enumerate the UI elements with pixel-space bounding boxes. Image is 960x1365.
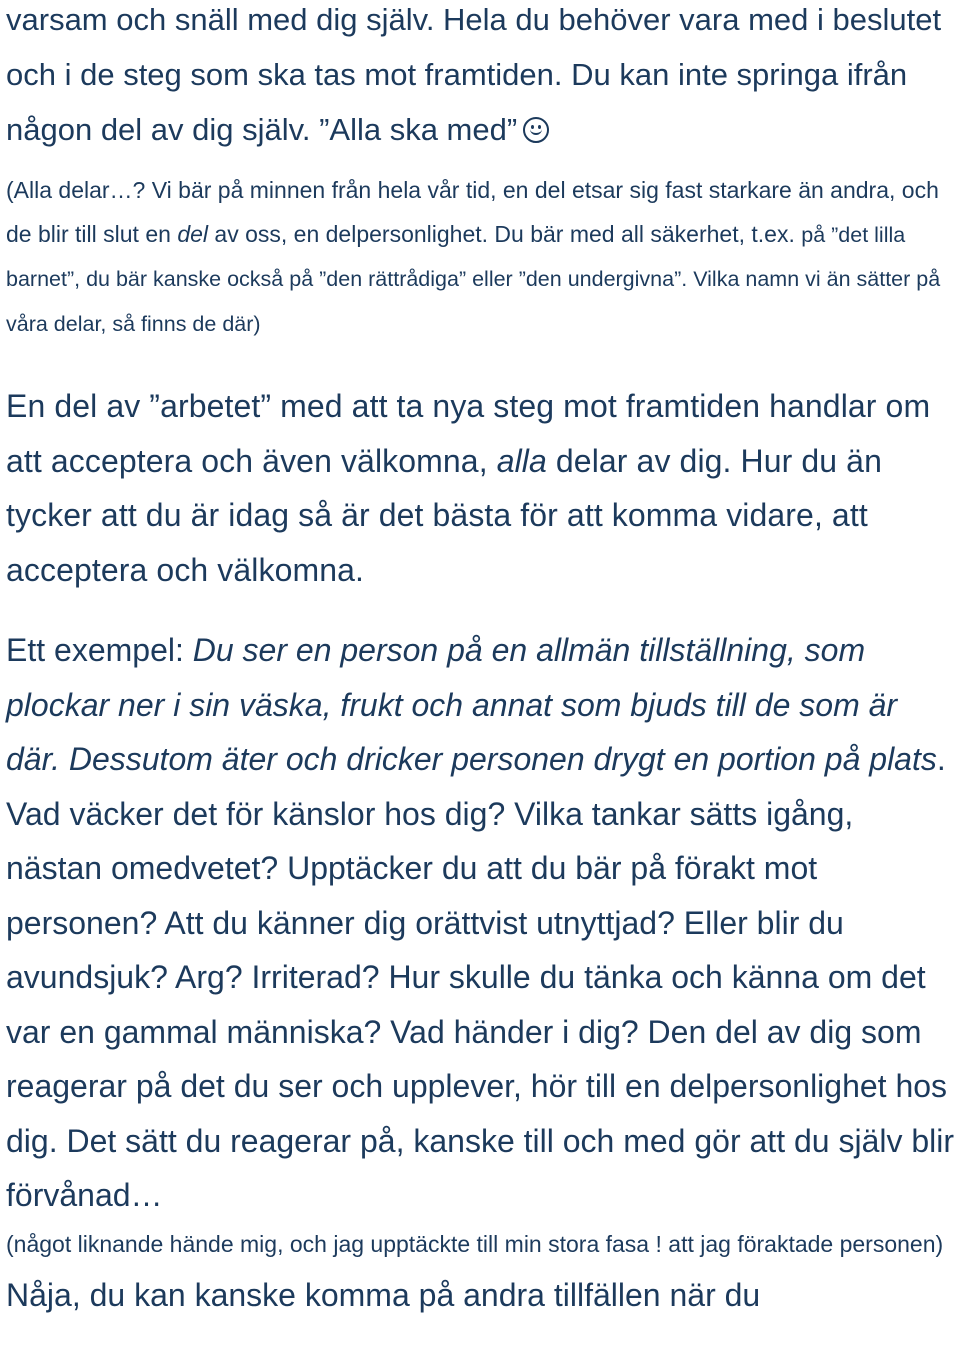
- paragraph-aside: [6, 1223, 958, 1267]
- acceptance-text-a: En del av ”arbetet” med att ta nya steg mot framtiden handlar om att acceptera och även välkomna,: [6, 388, 931, 479]
- example-italic-scenario: Du ser en person på en allmän tillställning, som plockar ner i sin väska, frukt och annat som bjuds till de som är där. Dessutom äter och dricker personen drygt en portion på plats: [6, 632, 937, 777]
- acceptance-text-b: delar av dig. Hur du än tycker att du är idag så är det bästa för att komma vidare, att acceptera och välkomna.: [6, 442, 882, 588]
- parenthetical-italic-del: del: [177, 220, 209, 247]
- parenthetical-text-b: av oss, en delpersonlighet. Du bär med all säkerhet, t.ex.: [208, 220, 802, 247]
- paragraph-closing: [6, 1268, 958, 1322]
- document-page: [6, 0, 958, 1322]
- paragraph-parenthetical: [6, 169, 958, 346]
- paragraph-intro-text: varsam och snäll med dig själv. Hela du behöver vara med i beslutet och i de steg som ska tas mot framtiden. Du kan inte springa ifrån någon del av dig själv. ”Alla ska med”: [6, 2, 942, 147]
- aside-text: (något liknande hände mig, och jag upptäckte till min stora fasa ! att jag föraktade personen): [6, 1230, 944, 1257]
- example-text-a: Ett exempel:: [6, 632, 193, 668]
- parenthetical-text-a: (Alla delar…? Vi bär på minnen från hela vår tid, en del etsar sig fast starkare än andra, och de blir till slut en: [6, 177, 939, 247]
- closing-text: Nåja, du kan kanske komma på andra tillfällen när du: [6, 1277, 761, 1313]
- acceptance-italic-alla: alla: [496, 442, 547, 479]
- paragraph-intro: [6, 0, 958, 157]
- parenthetical-text-c: på ”det lilla barnet”, du bär kanske också på ”den rättrådiga” eller ”den undergivna”. Vilka namn vi än sätter på våra delar, så finns de där): [6, 222, 941, 336]
- example-text-b: . Vad väcker det för känslor hos dig? Vilka tankar sätts igång, nästan omedvetet? Upptäcker du att du bär på förakt mot personen? Att du känner dig orättvist utnyttjad? Eller blir du avundsjuk? Arg? Irriterad? Hur skulle du tänka och känna om det var en gammal människa? Vad händer i dig? Den del av dig som reagerar på det du ser och upplever, hör till en delpersonlighet hos dig. Det sätt du reagerar på, kanske till och med gör att du själv blir förvånad…: [6, 741, 955, 1213]
- paragraph-acceptance: [6, 379, 958, 597]
- smiley-icon: [523, 117, 549, 143]
- paragraph-example: [6, 623, 958, 1223]
